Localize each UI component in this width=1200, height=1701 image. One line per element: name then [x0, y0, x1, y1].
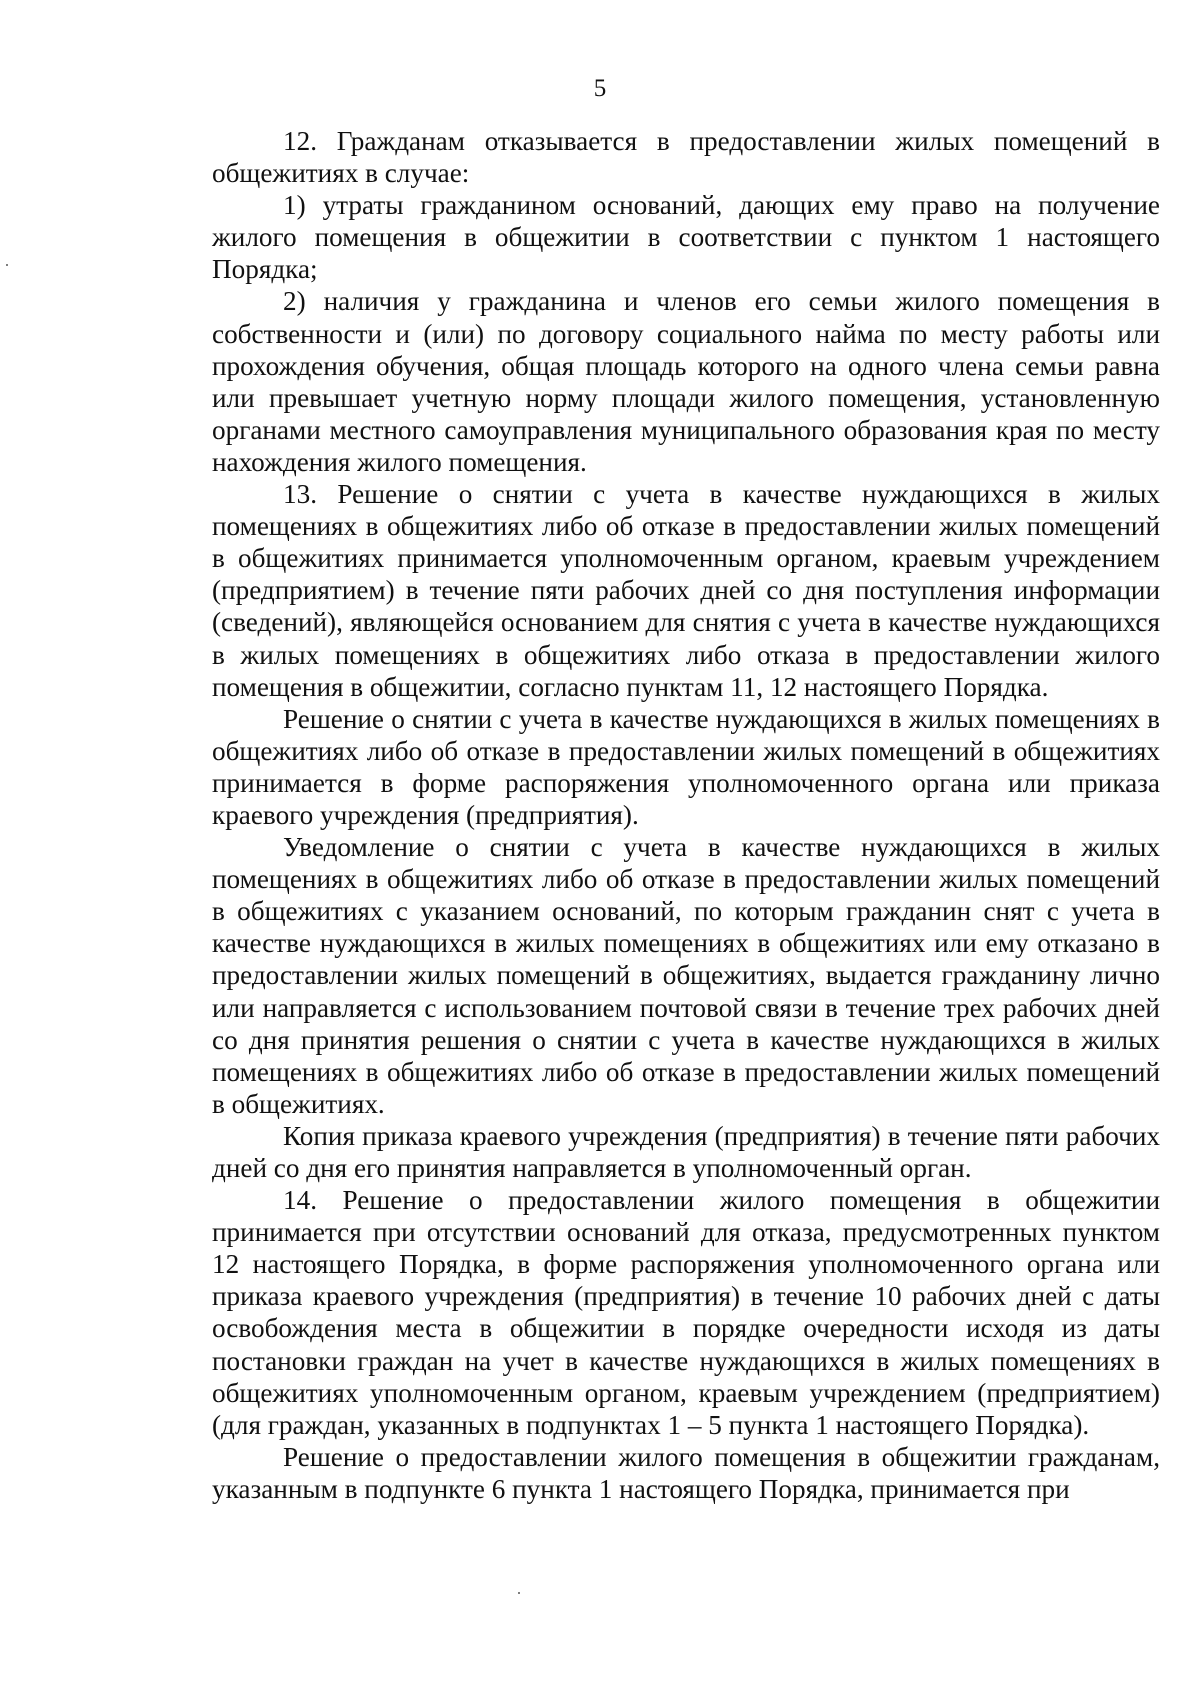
page-number: 5: [593, 75, 607, 102]
paragraph-subitem-6-decision: Решение о предоставлении жилого помещения в общежитии гражданам, указанным в подпункте 6 пункта 1 настоящего Порядка, принимается при: [212, 1441, 1160, 1504]
scan-speck-left: [6, 264, 8, 266]
paragraph-decision-form: Решение о снятии с учета в качестве нуждающихся в жилых помещениях в общежитиях либо об отказе в предоставлении жилых помещений в общежитиях принимается в форме распоряжения уполномоченного органа или приказа краевого учреждения (предприятия).: [212, 703, 1160, 830]
paragraph-item-12: 12. Гражданам отказывается в предоставлении жилых помещений в общежитиях в случае:: [212, 126, 1160, 189]
paragraph-order-copy: Копия приказа краевого учреждения (предприятия) в течение пяти рабочих дней со дня его принятия направляется в уполномоченный орган.: [212, 1120, 1160, 1183]
paragraph-item-13: 13. Решение о снятии с учета в качестве нуждающихся в жилых помещениях в общежитиях либо об отказе в предоставлении жилых помещений в общежитиях принимается уполномоченным органом, краевым учреждением (предприятием) в течение пяти рабочих дней со дня поступления информации (сведений), являющейся основанием для снятия с учета в качестве нуждающихся в жилых помещениях в общежитиях либо отказа в предоставлении жилого помещения в общежитии, согласно пунктам 11, 12 настоящего Порядка.: [212, 479, 1160, 702]
paragraph-notification: Уведомление о снятии с учета в качестве нуждающихся в жилых помещениях в общежитиях либо об отказе в предоставлении жилых помещений в общежитиях с указанием оснований, по которым гражданин снят с учета в качестве нуждающихся в жилых помещениях в общежитиях или ему отказано в предоставлении жилых помещений в общежитиях, выдается гражданину лично или направляется с использованием почтовой связи в течение трех рабочих дней со дня принятия решения о снятии с учета в качестве нуждающихся в жилых помещениях в общежитиях либо об отказе в предоставлении жилых помещений в общежитиях.: [212, 832, 1160, 1119]
paragraph-subitem-2: 2) наличия у гражданина и членов его семьи жилого помещения в собственности и (или) по договору социального найма по месту работы или прохождения обучения, общая площадь которого на одного члена семьи равна или превышает учетную норму площади жилого помещения, установленную органами местного самоуправления муниципального образования края по месту нахождения жилого помещения.: [212, 286, 1160, 477]
paragraph-item-14: 14. Решение о предоставлении жилого помещения в общежитии принимается при отсутствии оснований для отказа, предусмотренных пунктом 12 настоящего Порядка, в форме распоряжения уполномоченного органа или приказа краевого учреждения (предприятия) в течение 10 рабочих дней с даты освобождения места в общежитии в порядке очередности исходя из даты постановки граждан на учет в качестве нуждающихся в жилых помещениях в общежитиях уполномоченным органом, краевым учреждением (предприятием) (для граждан, указанных в подпунктах 1 – 5 пункта 1 настоящего Порядка).: [212, 1185, 1160, 1440]
scan-speck-bottom: [518, 1592, 520, 1594]
document-body: [212, 125, 1160, 1505]
paragraph-subitem-1: 1) утраты гражданином оснований, дающих ему право на получение жилого помещения в общежитии в соответствии с пунктом 1 настоящего Порядка;: [212, 190, 1160, 285]
